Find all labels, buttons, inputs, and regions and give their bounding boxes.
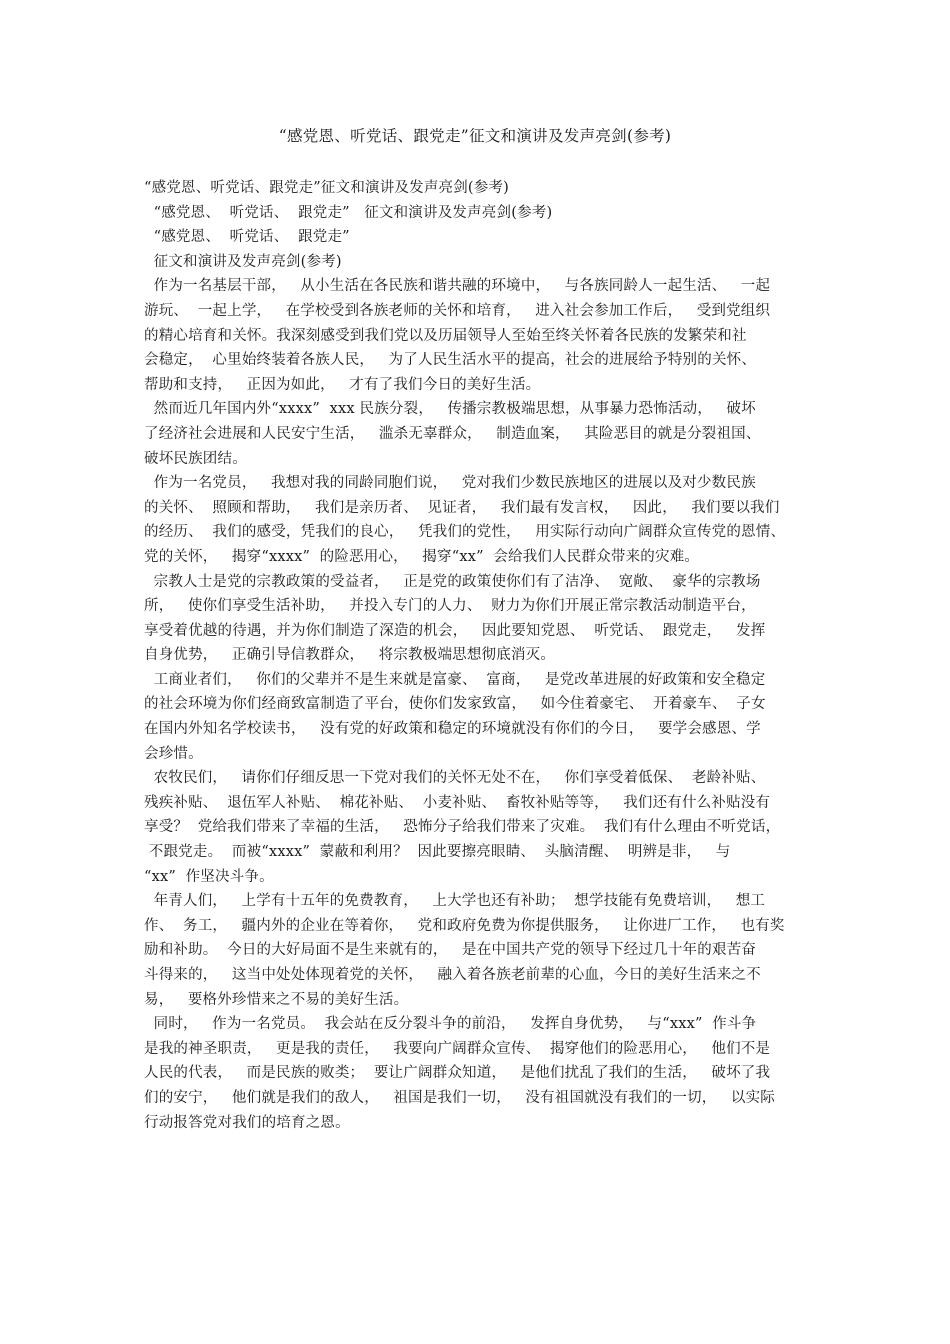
text-line: 人民的代表， 而是民族的败类； 要让广阔群众知道， 是他们扰乱了我们的生活， 破坏了我 (144, 1065, 771, 1082)
text-line: 残疾补贴、 退伍军人补贴、 棉花补贴、 小麦补贴、 畜牧补贴等等， 我们还有什么补贴没有 (144, 794, 771, 811)
text-line: 然而近几年国内外“xxxx” xxx 民族分裂， 传播宗教极端思想，从事暴力恐怖活动， 破坏 (144, 401, 756, 418)
text-line: 征文和演讲及发声亮剑(参考) (144, 253, 342, 270)
text-line: 的关怀、 照顾和帮助， 我们是亲历者、 见证者， 我们最有发言权， 因此， 我们要以我们 (144, 499, 780, 516)
text-line: 是我的神圣职责， 更是我的责任， 我要向广阔群众宣传、 揭穿他们的险恶用心， 他们不是 (144, 1040, 771, 1057)
text-line: 作、 务工， 疆内外的企业在等着你， 党和政府免费为你提供服务， 让你进厂工作， 也有奖 (144, 917, 785, 934)
text-line: 励和补助。 今日的大好局面不是生来就有的， 是在中国共产党的领导下经过几十年的艰苦奋 (144, 942, 757, 959)
text-line: 农牧民们， 请你们仔细反思一下党对我们的关怀无处不在， 你们享受着低保、 老龄补贴、 (144, 770, 766, 787)
text-line: 的精心培育和关怀。我深刻感受到我们党以及历届领导人至始至终关怀着各民族的发繁荣和社 (144, 327, 747, 344)
text-line: 会稳定， 心里始终装着各族人民， 为了人民生活水平的提高，社会的进展给予特别的关怀、 (144, 352, 757, 369)
text-line: 斗得来的， 这当中处处体现着党的关怀， 融入着各族老前辈的心血，今日的美好生活来之不 (144, 967, 761, 983)
text-line: “感党恩、听党话、跟党走”征文和演讲及发声亮剑(参考) (144, 180, 510, 196)
text-line: “感党恩、 听党话、 跟党走” (144, 229, 350, 246)
text-line: 自身优势， 正确引导信教群众， 将宗教极端思想彻底消灭。 (144, 647, 556, 664)
text-line: 易， 要格外珍惜来之不易的美好生活。 (144, 991, 409, 1008)
text-line: 破坏民族团结。 (144, 450, 247, 467)
text-line: 在国内外知名学校读书， 没有党的好政策和稳定的环境就没有你们的今日， 要学会感恩、学 (144, 721, 761, 738)
text-line: 帮助和支持， 正因为如此， 才有了我们今日的美好生活。 (144, 376, 541, 393)
text-line: 享受着优越的待遇，并为你们制造了深造的机会， 因此要知党恩、 听党话、 跟党走， 发挥 (144, 622, 766, 639)
text-line: 了经济社会进展和人民安宁生活， 滥杀无辜群众， 制造血案， 其险恶目的就是分裂祖国、 (144, 425, 761, 442)
text-line: 所， 使你们享受生活补助， 并投入专门的人力、 财力为你们开展正常宗教活动制造平台， (144, 598, 756, 615)
text-line: 们的安宁， 他们就是我们的敌人， 祖国是我们一切， 没有祖国就没有我们的一切， 以实际 (144, 1089, 776, 1106)
text-line: 作为一名党员， 我想对我的同龄同胞们说， 党对我们少数民族地区的进展以及对少数民族 (144, 475, 756, 492)
text-line: 的经历、 我们的感受，凭我们的良心， 凭我们的党性， 用实际行动向广阔群众宣传党的恩情、 (144, 524, 786, 541)
text-line: 的社会环境为你们经商致富制造了平台，使你们发家致富， 如今住着豪宅、 开着豪车、 子女 (144, 696, 766, 713)
text-line: 游玩、 一起上学， 在学校受到各族老师的关怀和培育， 进入社会参加工作后， 受到党组织 (144, 302, 771, 319)
text-line: 享受？ 党给我们带来了幸福的生活， 恐怖分子给我们带来了灾难。 我们有什么理由不听党话， (144, 819, 781, 836)
text-line: “感党恩、 听党话、 跟党走” 征文和演讲及发声亮剑(参考) (144, 204, 553, 221)
document-body (144, 176, 824, 1135)
page-title: “感党恩、听党话、跟党走”征文和演讲及发声亮剑(参考) (278, 127, 672, 145)
text-line: 行动报答党对我们的培育之恩。 (144, 1114, 350, 1131)
text-line: 宗教人士是党的宗教政策的受益者， 正是党的政策使你们有了洁净、 宽敞、 豪华的宗教场 (144, 573, 761, 590)
text-line: 年青人们， 上学有十五年的免费教育， 上大学也还有补助； 想学技能有免费培训， 想工 (144, 893, 766, 910)
text-line: 不跟党走。 而被“xxxx” 蒙蔽和利用？ 因此要擦亮眼睛、 头脑清醒、 明辨是非， 与 (144, 844, 731, 861)
text-line: 党的关怀， 揭穿“xxxx” 的险恶用心， 揭穿“xx” 会给我们人民群众带来的灾难。 (144, 548, 700, 565)
text-line: 同时， 作为一名党员。 我会站在反分裂斗争的前沿， 发挥自身优势， 与“xxx” 作斗争 (144, 1016, 757, 1033)
text-line: 会珍惜。 (144, 745, 203, 762)
text-line: 作为一名基层干部， 从小生活在各民族和谐共融的环境中， 与各族同龄人一起生活、 一起 (144, 278, 771, 295)
text-line: 工商业者们， 你们的父辈并不是生来就是富豪、 富商， 是党改革进展的好政策和安全稳定 (144, 671, 766, 688)
text-line: “xx” 作坚决斗争。 (144, 868, 274, 885)
